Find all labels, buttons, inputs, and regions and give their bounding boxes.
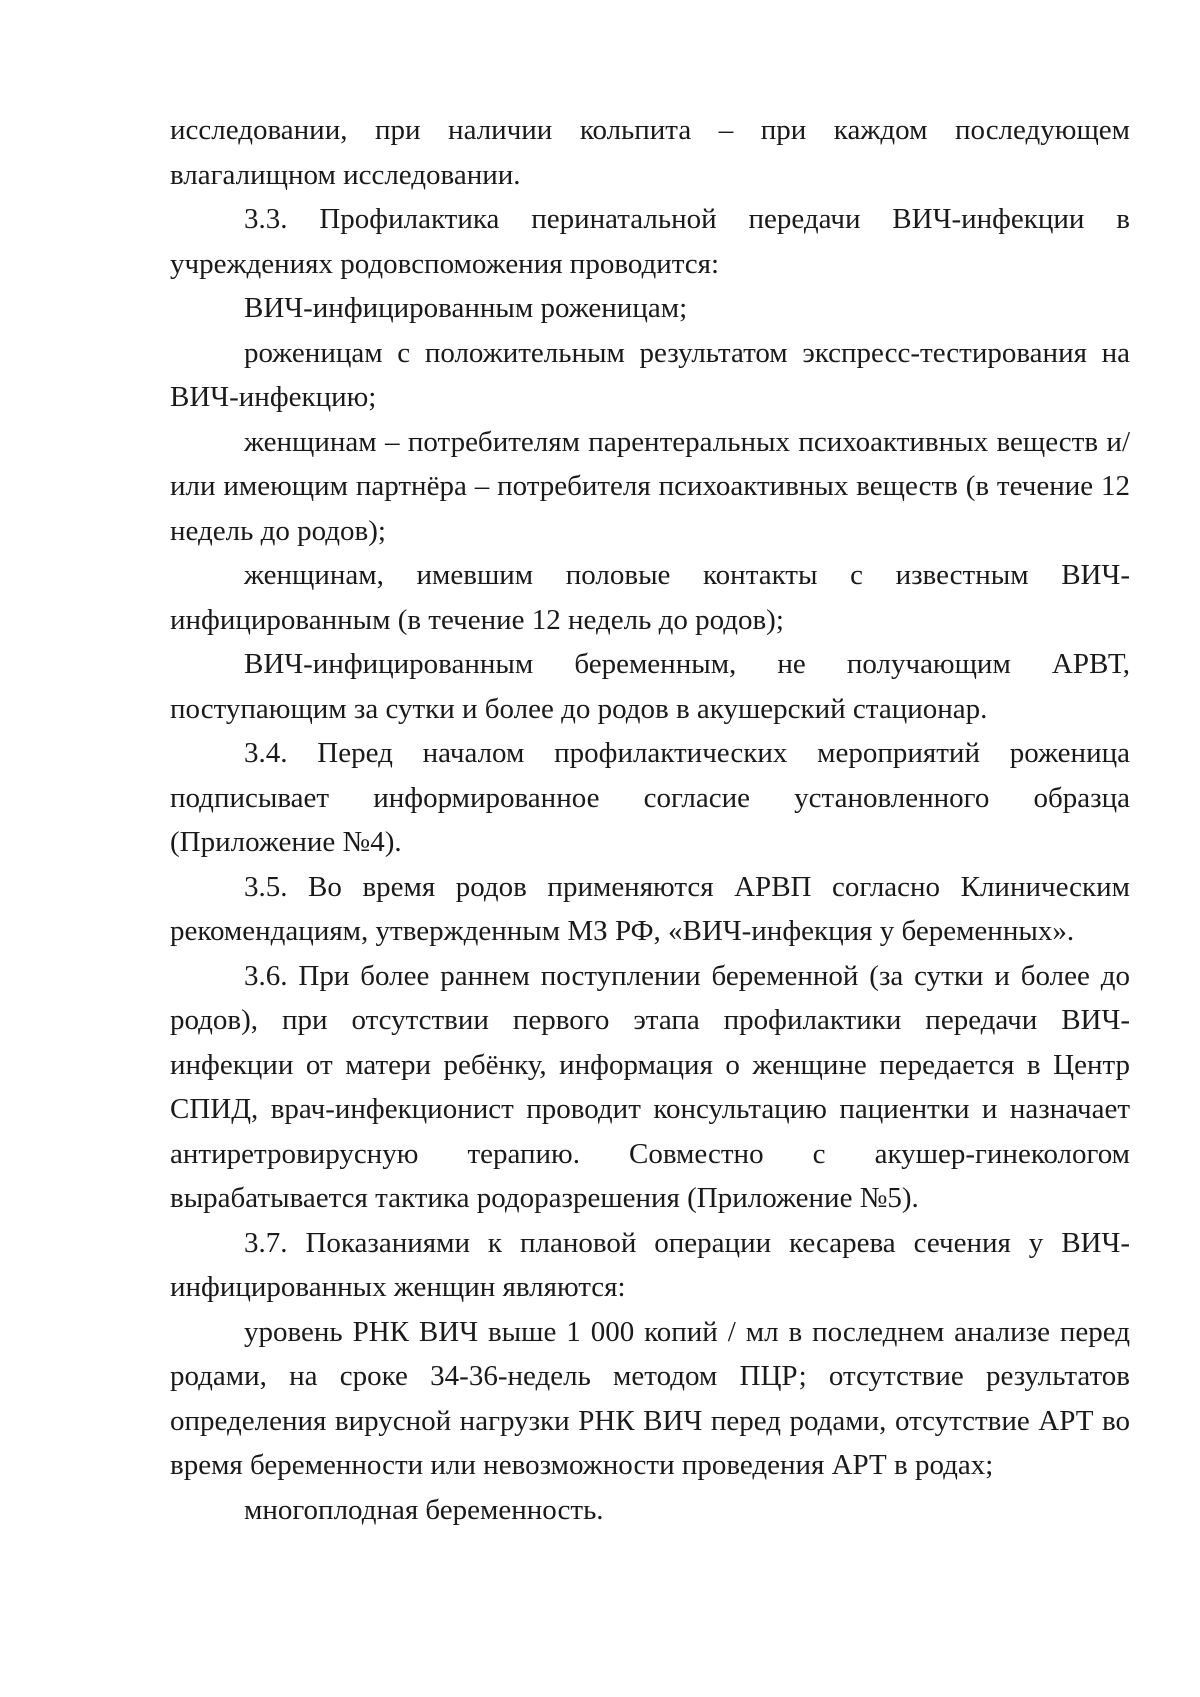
paragraph-3-6: 3.6. При более раннем поступлении беременной (за сутки и более до родов), при отсутствии первого этапа профилактики передачи ВИЧ-инфекции от матери ребёнку, информация о женщине передается в Центр СПИД, врач-инфекционист проводит консультацию пациентки и назначает антиретровирусную терапию. Совместно с акушер-гинекологом вырабатывается тактика родоразрешения (Приложение №5).: [170, 959, 1130, 1214]
paragraph-3-4: 3.4. Перед началом профилактических мероприятий роженица подписывает информированное согласие установленного образца (Приложение №4).: [170, 737, 1130, 858]
paragraph-continuation: исследовании, при наличии кольпита – при каждом последующем влагалищном исследовании.: [170, 114, 1130, 191]
list-item-no-arvt: ВИЧ-инфицированным беременным, не получающим АРВТ, поступающим за сутки и более до родов в акушерский стационар.: [170, 648, 1130, 725]
paragraph-3-3: 3.3. Профилактика перинатальной передачи ВИЧ-инфекции в учреждениях родовспоможения проводится:: [170, 203, 1130, 280]
list-item-positive-express-test: роженицам с положительным результатом экспресс-тестирования на ВИЧ-инфекцию;: [170, 336, 1130, 413]
list-item-drug-users: женщинам – потребителям парентеральных психоактивных веществ и/или имеющим партнёра – потребителя психоактивных веществ (в течение 12 недель до родов);: [170, 425, 1130, 547]
list-item-viral-load: уровень РНК ВИЧ выше 1 000 копий / мл в последнем анализе перед родами, на сроке 34-36-недель методом ПЦР; отсутствие результатов определения вирусной нагрузки РНК ВИЧ перед родами, отсутствие АРТ во время беременности или невозможности проведения АРТ в родах;: [170, 1315, 1130, 1481]
paragraph-3-5: 3.5. Во время родов применяются АРВП согласно Клиническим рекомендациям, утвержденным МЗ РФ, «ВИЧ-инфекция у беременных».: [170, 870, 1130, 947]
list-item-multiple-pregnancy: многоплодная беременность.: [244, 1493, 604, 1526]
list-item-sexual-contacts: женщинам, имевшим половые контакты с известным ВИЧ-инфицированным (в течение 12 недель до родов);: [170, 559, 1130, 636]
list-item-hiv-infected-parturients: ВИЧ-инфицированным роженицам;: [244, 292, 688, 324]
document-page: [170, 108, 1130, 1532]
paragraph-3-7: 3.7. Показаниями к плановой операции кесарева сечения у ВИЧ-инфицированных женщин являются:: [170, 1226, 1130, 1303]
